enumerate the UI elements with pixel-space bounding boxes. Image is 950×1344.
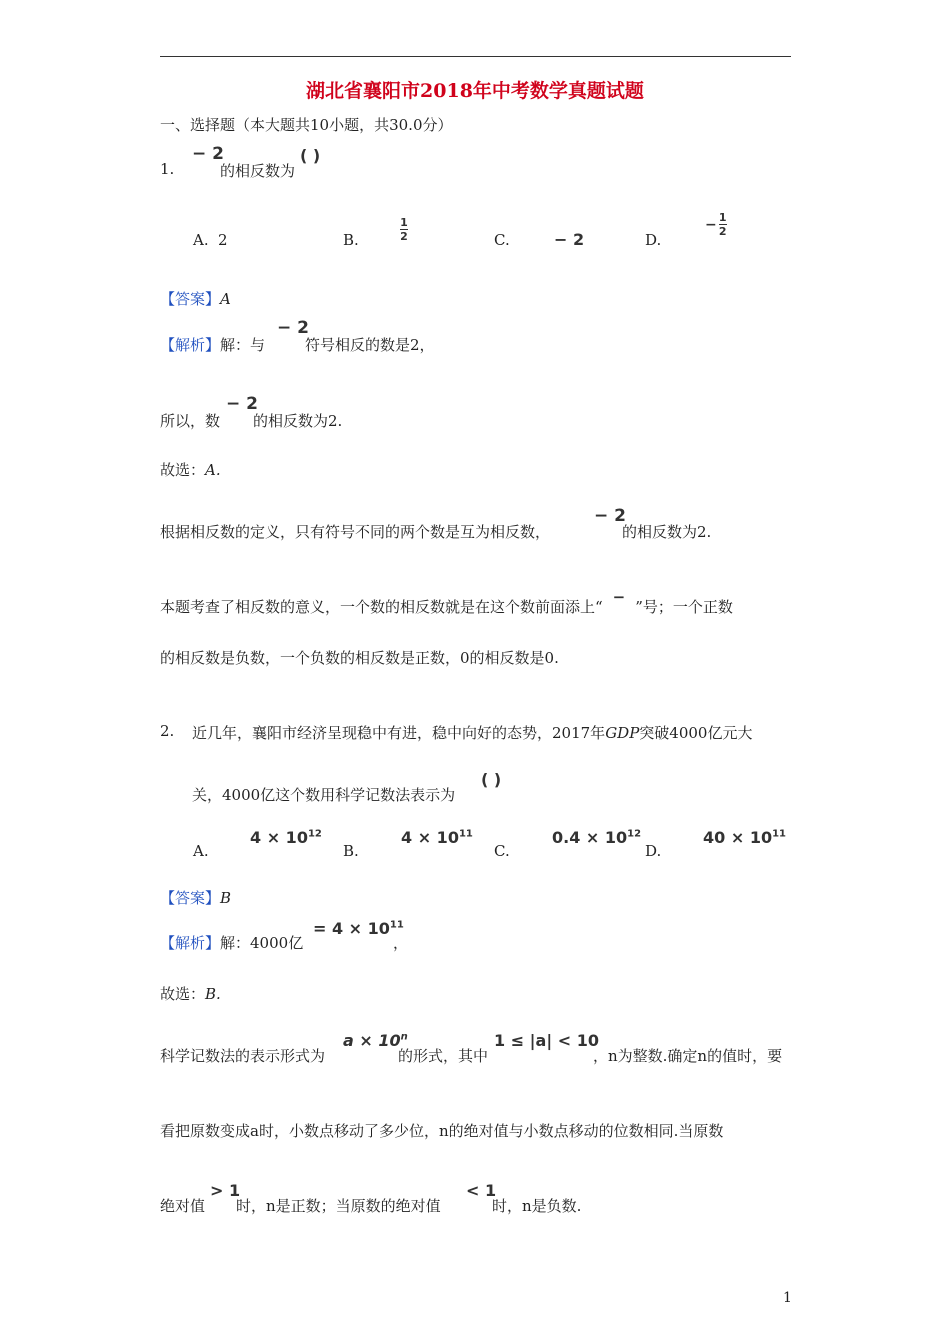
option-d-exp: 11	[772, 828, 786, 840]
gdp-text: GDP	[605, 724, 640, 742]
choose-text: 故选：	[160, 461, 206, 479]
q2-line1-post: 突破4000亿元大	[639, 724, 753, 742]
q2-choose	[160, 983, 221, 1004]
q1-expr: − 2	[192, 144, 224, 164]
q2-option-d-label: D.	[645, 842, 662, 860]
page-title: 湖北省襄阳市2018年中考数学真题试题	[306, 80, 644, 102]
analysis-text: 解：4000亿	[220, 934, 304, 952]
q2-option-c-label: C.	[494, 842, 510, 860]
answer-value: B	[220, 889, 232, 907]
q1-number: 1.	[160, 160, 175, 178]
expr1-base: a × 10	[343, 1031, 401, 1050]
option-b-base: 4 × 10	[401, 828, 459, 847]
q2-analysis-post: ，	[393, 934, 409, 952]
q1-paren: ( )	[300, 146, 321, 165]
choose-text: 故选：	[160, 985, 206, 1003]
analysis-text: 解：与	[220, 336, 266, 354]
q2-paren: ( )	[481, 770, 502, 789]
q2-line6-expr2: < 1	[466, 1181, 497, 1200]
choose-answer: B.	[205, 985, 221, 1003]
analysis-tag: 【解析】	[160, 336, 221, 354]
q1-text: 的相反数为	[220, 162, 296, 180]
q2-line4-mid: 的形式，其中	[398, 1047, 489, 1065]
q2-line2: 关，4000亿这个数用科学记数法表示为	[192, 786, 456, 804]
q1-analysis-expr: − 2	[277, 318, 309, 338]
header-rule	[160, 56, 791, 57]
q1-line2-post: 的相反数为2.	[253, 412, 343, 430]
choose-answer: A.	[205, 461, 221, 479]
q1-option-b-fraction	[400, 212, 408, 242]
q1-option-b-label: B.	[343, 231, 359, 249]
q2-line4-post: ，n为整数.确定n的值时，要	[593, 1047, 783, 1065]
option-b-exp: 11	[458, 828, 473, 840]
option-c-exp: 12	[627, 828, 642, 840]
q2-line6-post: 时，n是负数.	[492, 1197, 582, 1215]
q2-analysis-line1	[160, 932, 303, 953]
q1-option-a-value: 2	[218, 231, 228, 249]
q1-option-d-fraction	[705, 212, 727, 237]
analysis-expr-base: = 4 × 10	[313, 919, 390, 938]
q1-option-b-den: 2	[400, 230, 408, 243]
q2-option-b-label: B.	[343, 842, 359, 860]
q1-line6: 的相反数是负数，一个负数的相反数是正数，0的相反数是0.	[160, 649, 559, 667]
q2-line6-pre: 绝对值	[160, 1197, 206, 1215]
q2-answer	[160, 887, 231, 908]
q1-choose	[160, 459, 221, 480]
q2-option-c-value	[552, 828, 641, 847]
q1-line5	[160, 588, 733, 617]
analysis-expr-exp: 11	[389, 919, 404, 931]
q1-analysis-line1	[160, 334, 265, 355]
q1-line2-pre: 所以，数	[160, 412, 221, 430]
q2-option-a-value	[250, 828, 322, 847]
q1-line2-expr: − 2	[226, 394, 258, 414]
q2-number: 2.	[160, 722, 175, 740]
q2-line4-expr2: 1 ≤ |a| < 10	[494, 1031, 599, 1050]
section-heading: 一、选择题（本大题共10小题，共30.0分）	[160, 116, 453, 134]
q2-line6-expr1: > 1	[210, 1181, 241, 1200]
q1-option-d-den: 2	[718, 225, 727, 238]
q1-option-a-label: A.	[193, 231, 209, 249]
analysis-tag: 【解析】	[160, 934, 221, 952]
q2-option-b-value	[401, 828, 473, 847]
q2-line6-mid: 时，n是正数；当原数的绝对值	[236, 1197, 441, 1215]
q1-line4-expr: − 2	[594, 506, 626, 526]
option-d-base: 40 × 10	[703, 828, 773, 847]
q1-option-d-sign: −	[705, 216, 717, 233]
option-a-base: 4 × 10	[250, 828, 308, 847]
expr1-exp: n	[400, 1031, 408, 1043]
q2-option-d-value	[703, 828, 786, 847]
q2-line1-pre: 近几年，襄阳市经济呈现稳中有进，稳中向好的态势，2017年	[192, 724, 606, 742]
answer-tag: 【答案】	[160, 889, 221, 907]
option-a-exp: 12	[307, 828, 322, 840]
q1-analysis-post: 符号相反的数是2，	[305, 336, 435, 354]
q2-analysis-expr	[313, 919, 404, 938]
line5-post: ”号；一个正数	[635, 598, 733, 616]
answer-value: A	[220, 290, 231, 308]
q2-line5: 看把原数变成a时，小数点移动了多少位，n的绝对值与小数点移动的位数相同.当原数	[160, 1122, 724, 1140]
q1-option-b-num: 1	[400, 216, 408, 229]
q1-option-c-value: − 2	[554, 230, 585, 249]
q1-option-d-label: D.	[645, 231, 662, 249]
line5-pre: 本题考查了相反数的意义，一个数的相反数就是在这个数前面添上“	[160, 598, 603, 616]
q1-option-d-num: 1	[718, 211, 727, 224]
page-number: 1	[783, 1290, 792, 1306]
q1-line4-pre: 根据相反数的定义，只有符号不同的两个数是互为相反数，	[160, 523, 551, 541]
q1-answer	[160, 288, 231, 309]
minus-sign: −	[612, 588, 626, 606]
q1-line4-post: 的相反数为2.	[622, 523, 712, 541]
q2-option-a-label: A.	[193, 842, 209, 860]
q1-option-c-label: C.	[494, 231, 510, 249]
option-c-base: 0.4 × 10	[552, 828, 628, 847]
q2-line1	[192, 722, 752, 743]
answer-tag: 【答案】	[160, 290, 221, 308]
q2-line4-pre: 科学记数法的表示形式为	[160, 1047, 326, 1065]
